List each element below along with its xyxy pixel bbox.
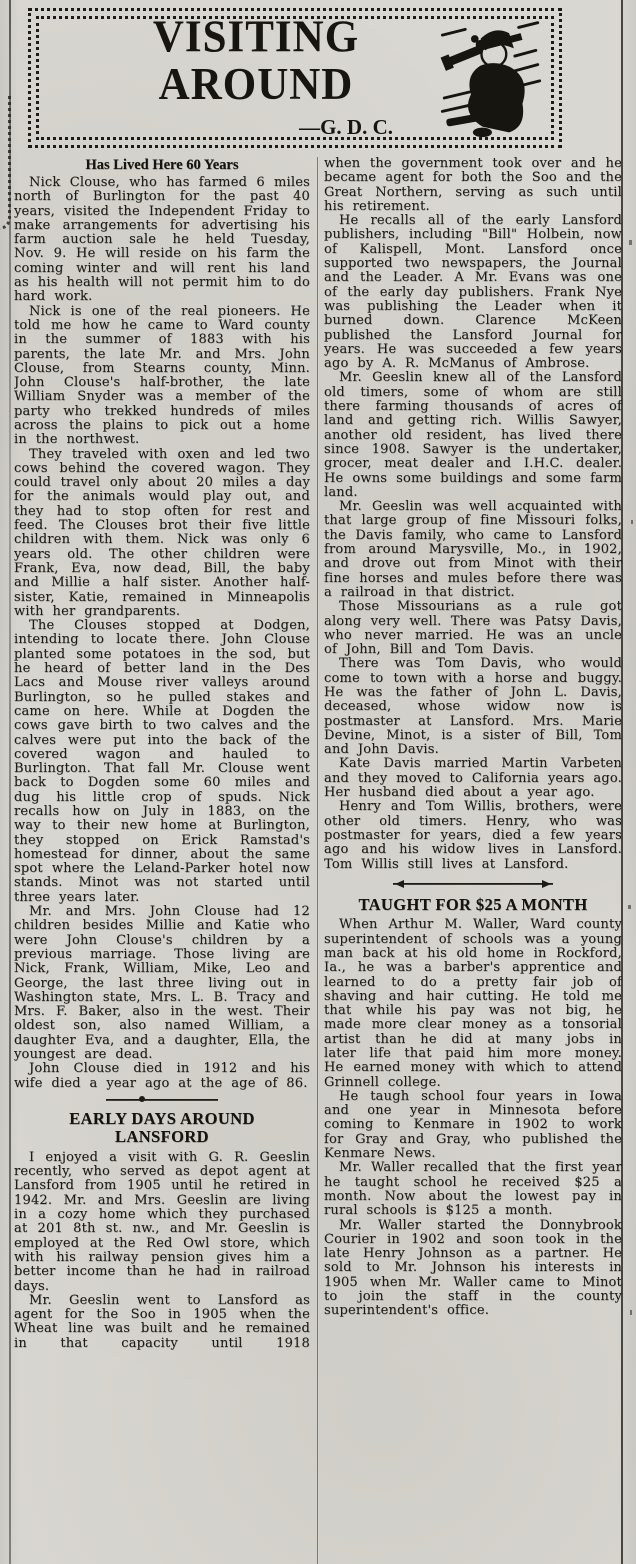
article-paragraph: I enjoyed a visit with G. R. Geeslin recently, who served as depot agent at Lansford from 1905 until he retired in 1942. Mr. and Mrs. Geeslin are living in a cozy home which they purchased at 201 8th st. nw., and Mr. Geeslin is employed at the Red Owl store, which with his railway pension gives him a better income than he had in railroad days. bbox=[14, 1149, 310, 1294]
scan-speck bbox=[631, 520, 633, 524]
article-paragraph: He recalls all of the early Lansford publishers, including "Bill" Holbein, now of Kalispell, Mont. Lansford once supported two newspapers, the Journal and the Leader. A Mr. Evans was one of the early day publishers. Frank Nye was publishing the Leader when it burned down. Clarence McKeen published the Lansford Journal for years. He was succeeded a few years ago by A. R. McManus of Ambrose. bbox=[324, 213, 622, 372]
masthead-box bbox=[28, 8, 562, 148]
section-heading: TAUGHT FOR $25 A MONTH bbox=[358, 894, 588, 914]
article-paragraph: Mr. Waller recalled that the first year he taught school he received $25 a month. Now about the lowest pay in rural schools is $125 a month. bbox=[324, 1160, 622, 1219]
article-body bbox=[14, 157, 622, 1564]
article-paragraph: There was Tom Davis, who would come to town with a horse and buggy. He was the father of John L. Davis, deceased, whose widow now is postmaster at Lansford. Mrs. Marie Devine, Minot, is a sister of Bill, Tom and John Davis. bbox=[324, 656, 622, 758]
article-paragraph: Nick Clouse, who has farmed 6 miles north of Burlington for the past 40 years, visited the Independent Friday to make arrangements for advertising his farm auction sale he held Tuesday, Nov. 9. He will reside on his farm the coming winter and will rent his land as his health will not permit him to do hard work. bbox=[14, 174, 310, 305]
article-paragraph: Henry and Tom Willis, brothers, were other old timers. Henry, who was postmaster for years, died a few years ago and his widow lives in Lansford. Tom Willis still lives at Lansford. bbox=[324, 799, 622, 872]
column-title: VISITING AROUND bbox=[152, 13, 360, 110]
article-paragraph: When Arthur M. Waller, Ward county superintendent of schools was a young man back at his old home in Rockford, Ia., he was a barber's apprentice and learned to do a pretty fair job of shaving and hair cutting. He told me that while his pay was not big, he made more clear money as a tonsorial artist than he did at many jobs in later life that paid him more money. He earned money with which to attend Grinnell college. bbox=[324, 917, 622, 1090]
article-paragraph: John Clouse died in 1912 and his wife died a year ago at the age of 86. bbox=[14, 1061, 310, 1091]
article-paragraph: The Clouses stopped at Dodgen, intending to locate there. John Clouse planted some potatoes in the sod, but he heard of better land in the Des Lacs and Mouse river valleys around Burlington, so he pulled stakes and came on here. While at Dogden the cows gave birth to two calves and the calves were put into the back of the covered wagon and hauled to Burlington. That fall Mr. Clouse went back to Dogden some 60 miles and dug his little crop of spuds. Nick recalls how on July in 1883, on the way to their new home at Burlington, they stopped on Erick Ramstad's homestead for dinner, about the same spot where the Leland-Parker hotel now stands. Minot was not started until three years later. bbox=[14, 618, 310, 905]
article-paragraph: Mr. Geeslin knew all of the Lansford old timers, some of whom are still there farming thousands of acres of land and getting rich. Willis Sawyer, another old resident, has lived there since 1908. Sawyer is the undertaker, grocer, meat dealer and I.H.C. dealer. He owns some buildings and some farm land. bbox=[324, 370, 622, 500]
section-divider bbox=[393, 880, 553, 889]
masthead-inner-border bbox=[36, 13, 554, 140]
article-paragraph: Mr. Geeslin was well acquainted with that large group of fine Missouri folks, the Davis family, who came to Lansford from around Marysville, Mo., in 1902, and drove out from Minot with their fine horses and mules before there was a railroad in that district. bbox=[324, 499, 622, 600]
scan-speck bbox=[629, 240, 632, 245]
article-paragraph: They traveled with oxen and led two cows behind the covered wagon. They could travel only about 20 miles a day for the animals would play out, and they had to stop often for rest and feed. The Clouses brot their five little children with them. Nick was only 6 years old. The other children were Frank, Eva, now dead, Bill, the baby and Millie a half sister. Another half-sister, Katie, remained in Minneapolis with her grandparents. bbox=[14, 446, 310, 619]
article-paragraph: when the government took over and he became agent for both the Soo and the Great Northern, serving as such until his retirement. bbox=[324, 157, 622, 214]
section-heading: Has Lived Here 60 Years bbox=[85, 157, 239, 173]
scan-left-column-rule bbox=[9, 0, 11, 1564]
spyglass-man-illustration bbox=[437, 16, 545, 140]
section-heading: EARLY DAYS AROUND LANSFORD bbox=[69, 1108, 255, 1147]
inter-column-rule bbox=[317, 157, 318, 1564]
column-byline: —G. D. C. bbox=[299, 114, 393, 139]
article-paragraph: Nick is one of the real pioneers. He told me how he came to Ward county in the summer of 1883 with his parents, the late Mr. and Mrs. John Clouse, from Stearns county, Minn. John Clouse's half-brother, the late William Snyder was a member of the party who trekked hundreds of miles across the plains to pick out a home in the northwest. bbox=[14, 303, 310, 448]
adjacent-column-border-fragment bbox=[0, 95, 11, 230]
right-column bbox=[324, 157, 622, 1564]
article-paragraph: Mr. Geeslin went to Lansford as agent for the Soo in 1905 when the Wheat line was built and he remained in that capacity until 1918 bbox=[14, 1292, 310, 1351]
article-paragraph: He taugh school four years in Iowa and one year in Minnesota before coming to Kenmare in 1902 to work for Gray and Gray, who published the Kenmare News. bbox=[324, 1088, 622, 1162]
article-paragraph: Mr. and Mrs. John Clouse had 12 children besides Millie and Katie who were John Clouse's children by a previous marriage. Those living are Nick, Frank, William, Mike, Leo and George, the last three living out in Washington state, Mrs. L. B. Tracy and Mrs. F. Baker, also in the west. Their oldest son, also named William, a daughter Eva, and a daughter, Ella, the youngest are dead. bbox=[14, 904, 310, 1063]
article-paragraph: Mr. Waller started the Donnybrook Courier in 1902 and soon took in the late Henry Johnson as a partner. He sold to Mr. Johnson his interests in 1905 when Mr. Waller came to Minot to join the staff in the county superintendent's office. bbox=[324, 1217, 622, 1319]
scan-speck bbox=[628, 905, 631, 909]
scan-speck bbox=[630, 1310, 632, 1315]
article-paragraph: Kate Davis married Martin Varbeten and they moved to California years ago. Her husband died about a year ago. bbox=[324, 756, 622, 801]
section-divider bbox=[106, 1096, 218, 1103]
article-paragraph: Those Missourians as a rule got along very well. There was Patsy Davis, who never married. He was an uncle of John, Bill and Tom Davis. bbox=[324, 599, 622, 658]
left-column bbox=[14, 157, 310, 1564]
